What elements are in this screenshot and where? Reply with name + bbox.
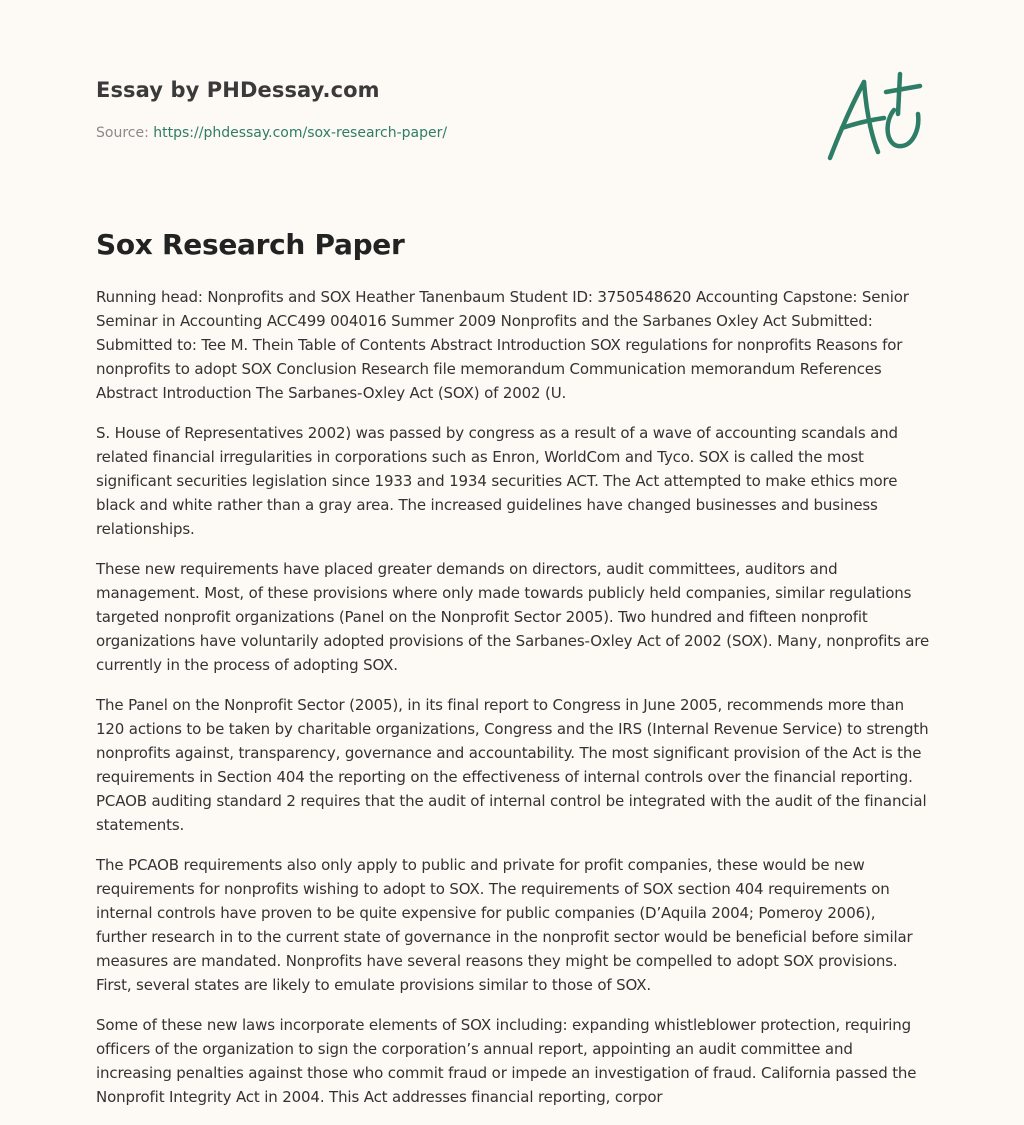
essay-paragraph: The Panel on the Nonprofit Sector (2005), in its final report to Congress in June 2005, recommends more than 120 actions to be taken by charitable organizations, Congress and the IRS (Internal Revenue Service) to strength nonprofits against, transparency, governance and accountability. The most significant provision of the Act is the requirements in Section 404 the reporting on the effectiveness of internal controls over the financial reporting. PCAOB auditing standard 2 requires that the audit of internal control be integrated with the audit of the financial statements. [96, 696, 929, 834]
essay-paragraph: These new requirements have placed greater demands on directors, audit committees, auditors and management. Most, of these provisions where only made towards publicly held companies, similar regulations targeted nonprofit organizations (Panel on the Nonprofit Sector 2005). Two hundred and fifteen nonprofit organizations have voluntarily adopted provisions of the Sarbanes-Oxley Act of 2002 (SOX). Many, nonprofits are currently in the process of adopting SOX. [96, 560, 930, 674]
source-link[interactable]: https://phdessay.com/sox-research-paper/ [153, 125, 448, 141]
site-title: Essay by PHDessay.com [96, 78, 380, 102]
essay-title: Sox Research Paper [96, 228, 405, 261]
source-label: Source: [96, 125, 149, 141]
essay-paragraph: Some of these new laws incorporate elements of SOX including: expanding whistleblower protection, requiring officers of the organization to sign the corporation’s annual report, appointing an audit committee and increasing penalties against those who commit fraud or impede an investigation of fraud. California passed the Nonprofit Integrity Act in 2004. This Act addresses financial reporting, corpor [96, 1016, 917, 1106]
essay-body [96, 285, 930, 1125]
essay-paragraph: The PCAOB requirements also only apply to public and private for profit companies, these would be new requirements for nonprofits wishing to adopt to SOX. The requirements of SOX section 404 requirements on internal controls have proven to be quite expensive for public companies (D’Aquila 2004; Pomeroy 2006), further research in to the current state of governance in the nonprofit sector would be beneficial before similar measures are mandated. Nonprofits have several reasons they might be compelled to adopt SOX provisions. First, several states are likely to emulate provisions similar to those of SOX. [96, 856, 913, 994]
essay-paragraph: Running head: Nonprofits and SOX Heather Tanenbaum Student ID: 3750548620 Accounting Capstone: Senior Seminar in Accounting ACC499 004016 Summer 2009 Nonprofits and the Sarbanes Oxley Act Submitted: Submitted to: Tee M. Thein Table of Contents Abstract Introduction SOX regulations for nonprofits Reasons for nonprofits to adopt SOX Conclusion Research file memorandum Communication memorandum References Abstract Introduction The Sarbanes-Oxley Act (SOX) of 2002 (U. [96, 288, 909, 402]
source-line [96, 125, 447, 141]
essay-paragraph: S. House of Representatives 2002) was passed by congress as a result of a wave of accounting scandals and related financial irregularities in corporations such as Enron, WorldCom and Tyco. SOX is called the most significant securities legislation since 1933 and 1934 securities ACT. The Act attempted to make ethics more black and white rather than a gray area. The increased guidelines have changed businesses and business relationships. [96, 424, 898, 538]
a-plus-logo-icon [826, 70, 926, 164]
